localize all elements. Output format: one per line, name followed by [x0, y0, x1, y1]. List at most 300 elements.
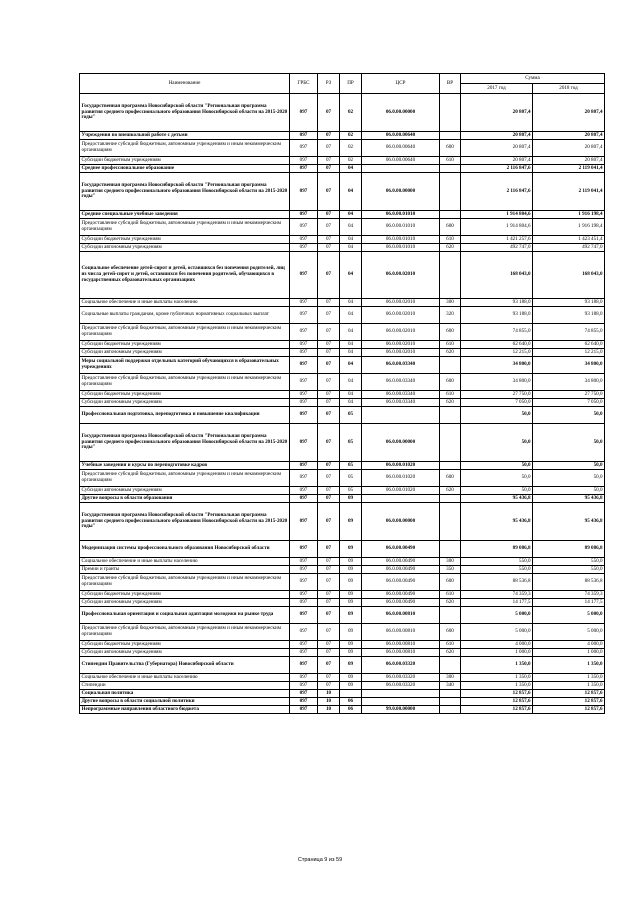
row-rz: 10: [318, 706, 340, 714]
row-sum-2018: 12 857,6: [533, 690, 605, 698]
row-name: Государственная программа Новосибирской области "Региональная программа развития среднего профессионального образования Новосибирской области на 2015-2020 годы": [80, 173, 290, 211]
row-csr: 06.0.00.00810: [362, 624, 440, 641]
row-pr: 09: [340, 607, 362, 624]
row-csr: 06.0.00.00810: [362, 641, 440, 649]
row-grbs: 097: [290, 324, 318, 341]
row-vr: 600: [440, 470, 461, 487]
row-sum-2018: 1 916 198,4: [533, 211, 605, 219]
row-name: Субсидии автономным учреждениям: [80, 349, 290, 357]
row-pr: 09: [340, 495, 362, 503]
row-vr: [440, 503, 461, 541]
row-csr: 06.0.00.02010: [362, 341, 440, 349]
row-pr: 09: [340, 657, 362, 674]
row-sum-2017: 1 350,0: [461, 657, 533, 674]
row-grbs: 097: [290, 503, 318, 541]
row-sum-2018: 14 177,5: [533, 599, 605, 607]
row-sum-2017: 14 177,5: [461, 599, 533, 607]
row-vr: 600: [440, 574, 461, 591]
row-rz: 07: [318, 503, 340, 541]
header-pr: ПР: [340, 74, 362, 94]
table-row: [80, 211, 605, 219]
table-row: [80, 391, 605, 399]
row-pr: 02: [340, 132, 362, 140]
row-rz: 07: [318, 591, 340, 599]
row-pr: 09: [340, 541, 362, 558]
row-name: Предоставление субсидий бюджетным, автономным учреждениям и иным некоммерческим организациям: [80, 624, 290, 641]
row-rz: 07: [318, 341, 340, 349]
row-name: Стипендии: [80, 682, 290, 690]
row-csr: 06.0.00.03340: [362, 391, 440, 399]
row-vr: [440, 690, 461, 698]
table-row: [80, 495, 605, 503]
row-pr: 04: [340, 349, 362, 357]
row-sum-2018: 20 807,4: [533, 157, 605, 165]
row-vr: 610: [440, 341, 461, 349]
row-pr: 04: [340, 391, 362, 399]
row-pr: 09: [340, 641, 362, 649]
row-sum-2017: 2 116 847,6: [461, 173, 533, 211]
row-csr: 06.0.00.01020: [362, 462, 440, 470]
row-vr: [440, 132, 461, 140]
row-vr: 600: [440, 324, 461, 341]
row-sum-2017: 2 116 847,6: [461, 165, 533, 173]
table-body: [80, 94, 605, 714]
row-name: Профессиональная ориентация и социальная адаптация молодежи на рынке труда: [80, 607, 290, 624]
row-pr: 05: [340, 487, 362, 495]
row-sum-2018: 4 000,0: [533, 641, 605, 649]
row-sum-2018: 50,0: [533, 470, 605, 487]
row-vr: [440, 495, 461, 503]
row-csr: 06.0.00.00640: [362, 132, 440, 140]
table-row: [80, 674, 605, 682]
row-name: Субсидии автономным учреждениям: [80, 244, 290, 252]
row-vr: 340: [440, 682, 461, 690]
row-csr: 06.0.00.03340: [362, 399, 440, 407]
row-sum-2018: 50,0: [533, 462, 605, 470]
row-rz: 07: [318, 495, 340, 503]
row-csr: 06.0.00.00640: [362, 157, 440, 165]
row-vr: [440, 173, 461, 211]
row-sum-2017: 50,0: [461, 462, 533, 470]
table-row: [80, 341, 605, 349]
row-rz: 07: [318, 140, 340, 157]
row-rz: 07: [318, 574, 340, 591]
table-header: [80, 74, 605, 94]
row-vr: [440, 424, 461, 462]
row-sum-2018: 95 436,8: [533, 495, 605, 503]
row-grbs: 097: [290, 558, 318, 566]
row-vr: 610: [440, 391, 461, 399]
row-sum-2018: 20 807,4: [533, 140, 605, 157]
row-rz: 07: [318, 470, 340, 487]
row-name: Предоставление субсидий бюджетным, автономным учреждениям и иным некоммерческим организациям: [80, 219, 290, 236]
table-row: [80, 244, 605, 252]
row-pr: 04: [340, 399, 362, 407]
row-rz: 07: [318, 566, 340, 574]
row-sum-2018: 168 043,0: [533, 252, 605, 299]
row-rz: 07: [318, 211, 340, 219]
row-vr: [440, 211, 461, 219]
table-row: [80, 407, 605, 424]
row-sum-2017: 1 350,0: [461, 674, 533, 682]
row-pr: 04: [340, 252, 362, 299]
table-row: [80, 299, 605, 307]
row-grbs: 097: [290, 349, 318, 357]
row-grbs: 097: [290, 607, 318, 624]
table-row: [80, 252, 605, 299]
row-sum-2017: 550,0: [461, 566, 533, 574]
row-sum-2017: 1 421 257,6: [461, 236, 533, 244]
table-row: [80, 424, 605, 462]
row-pr: 05: [340, 462, 362, 470]
row-rz: 07: [318, 236, 340, 244]
row-pr: 09: [340, 674, 362, 682]
row-sum-2017: 12 215,0: [461, 349, 533, 357]
row-rz: 07: [318, 599, 340, 607]
row-grbs: 097: [290, 674, 318, 682]
row-grbs: 097: [290, 495, 318, 503]
row-pr: 09: [340, 591, 362, 599]
row-sum-2017: 74 359,3: [461, 591, 533, 599]
row-vr: 620: [440, 244, 461, 252]
table-row: [80, 558, 605, 566]
row-grbs: 097: [290, 470, 318, 487]
row-sum-2018: 550,0: [533, 566, 605, 574]
row-name: Непрограммные направления областного бюджета: [80, 706, 290, 714]
row-sum-2017: 50,0: [461, 487, 533, 495]
row-grbs: 097: [290, 649, 318, 657]
table-row: [80, 698, 605, 706]
row-vr: [440, 607, 461, 624]
row-grbs: 097: [290, 165, 318, 173]
table-row: [80, 374, 605, 391]
row-name: Государственная программа Новосибирской области "Региональная программа развития среднего профессионального образования Новосибирской области на 2015-2020 годы": [80, 503, 290, 541]
row-sum-2017: 1 914 804,6: [461, 211, 533, 219]
row-rz: 07: [318, 682, 340, 690]
row-rz: 07: [318, 657, 340, 674]
row-rz: 10: [318, 698, 340, 706]
row-name: Средние специальные учебные заведения: [80, 211, 290, 219]
row-grbs: 097: [290, 641, 318, 649]
row-grbs: 097: [290, 566, 318, 574]
table-row: [80, 132, 605, 140]
row-pr: 09: [340, 558, 362, 566]
row-pr: 09: [340, 649, 362, 657]
row-sum-2018: 5 000,0: [533, 607, 605, 624]
row-sum-2017: 20 807,4: [461, 94, 533, 132]
row-grbs: 097: [290, 307, 318, 324]
table-row: [80, 574, 605, 591]
row-grbs: 097: [290, 690, 318, 698]
row-name: Предоставление субсидий бюджетным, автономным учреждениям и иным некоммерческим организациям: [80, 470, 290, 487]
row-grbs: 097: [290, 244, 318, 252]
table-row: [80, 324, 605, 341]
row-sum-2017: 62 640,0: [461, 341, 533, 349]
page-footer: Страница 9 из 59: [297, 857, 343, 863]
row-sum-2017: 20 807,4: [461, 140, 533, 157]
row-csr: 06.0.00.01010: [362, 236, 440, 244]
table-row: [80, 599, 605, 607]
table-row: [80, 503, 605, 541]
row-vr: 300: [440, 299, 461, 307]
row-vr: [440, 357, 461, 374]
row-sum-2018: 27 750,0: [533, 391, 605, 399]
row-sum-2017: 1 914 804,6: [461, 219, 533, 236]
row-grbs: 097: [290, 252, 318, 299]
row-vr: 600: [440, 140, 461, 157]
row-rz: 07: [318, 299, 340, 307]
row-grbs: 097: [290, 698, 318, 706]
row-grbs: 097: [290, 682, 318, 690]
row-pr: 06: [340, 706, 362, 714]
row-csr: 06.0.00.03320: [362, 682, 440, 690]
row-vr: 320: [440, 307, 461, 324]
row-sum-2018: 74 359,3: [533, 591, 605, 599]
table-row: [80, 566, 605, 574]
row-vr: 610: [440, 641, 461, 649]
row-rz: 07: [318, 307, 340, 324]
row-name: Субсидии автономным учреждениям: [80, 487, 290, 495]
row-csr: [362, 698, 440, 706]
row-pr: 09: [340, 503, 362, 541]
table-row: [80, 173, 605, 211]
row-sum-2018: 50,0: [533, 424, 605, 462]
row-vr: [440, 94, 461, 132]
row-csr: 06.0.00.01020: [362, 487, 440, 495]
table-row: [80, 349, 605, 357]
table-row: [80, 657, 605, 674]
row-csr: 06.0.00.02010: [362, 299, 440, 307]
row-sum-2017: 12 857,6: [461, 690, 533, 698]
row-sum-2018: 1 916 198,4: [533, 219, 605, 236]
row-csr: 06.0.00.00810: [362, 607, 440, 624]
row-csr: 06.0.00.00490: [362, 591, 440, 599]
table-row: [80, 165, 605, 173]
row-csr: [362, 690, 440, 698]
row-grbs: 097: [290, 236, 318, 244]
row-sum-2017: 34 800,0: [461, 374, 533, 391]
row-sum-2018: 2 119 041,4: [533, 173, 605, 211]
row-csr: 06.0.00.03320: [362, 657, 440, 674]
row-grbs: 097: [290, 657, 318, 674]
table-row: [80, 607, 605, 624]
row-name: Социальное обеспечение детей-сирот и детей, оставшихся без попечения родителей, лиц из числа детей-сирот и детей, оставшихся без попечения родителей, обучающихся в государственных образовательных организациях: [80, 252, 290, 299]
header-2018: 2018 год: [533, 84, 605, 94]
row-sum-2017: 93 188,0: [461, 307, 533, 324]
row-rz: 07: [318, 357, 340, 374]
row-sum-2018: 1 423 451,4: [533, 236, 605, 244]
row-name: Премии и гранты: [80, 566, 290, 574]
row-name: Субсидии бюджетным учреждениям: [80, 236, 290, 244]
row-pr: 04: [340, 173, 362, 211]
row-name: Субсидии бюджетным учреждениям: [80, 157, 290, 165]
row-pr: 04: [340, 374, 362, 391]
row-pr: 09: [340, 574, 362, 591]
row-pr: 02: [340, 140, 362, 157]
row-name: Социальные выплаты гражданам, кроме публичных нормативных социальных выплат: [80, 307, 290, 324]
row-csr: 06.0.00.02010: [362, 324, 440, 341]
table-row: [80, 470, 605, 487]
row-vr: 610: [440, 236, 461, 244]
row-pr: 02: [340, 157, 362, 165]
table-row: [80, 487, 605, 495]
row-name: Субсидии бюджетным учреждениям: [80, 391, 290, 399]
row-rz: 07: [318, 324, 340, 341]
row-sum-2018: 12 857,6: [533, 698, 605, 706]
row-name: Учебные заведения и курсы по переподготовке кадров: [80, 462, 290, 470]
table-row: [80, 649, 605, 657]
row-vr: [440, 252, 461, 299]
row-rz: 07: [318, 487, 340, 495]
row-sum-2017: 50,0: [461, 407, 533, 424]
row-rz: 07: [318, 541, 340, 558]
row-grbs: 097: [290, 299, 318, 307]
row-name: Предоставление субсидий бюджетным, автономным учреждениям и иным некоммерческим организациям: [80, 140, 290, 157]
row-grbs: 097: [290, 462, 318, 470]
row-pr: 09: [340, 566, 362, 574]
row-rz: 07: [318, 624, 340, 641]
row-sum-2018: 93 188,0: [533, 299, 605, 307]
row-csr: 06.0.00.03320: [362, 674, 440, 682]
row-pr: 04: [340, 165, 362, 173]
row-pr: 04: [340, 244, 362, 252]
row-sum-2017: 550,0: [461, 558, 533, 566]
row-pr: 04: [340, 236, 362, 244]
row-sum-2017: 50,0: [461, 470, 533, 487]
row-grbs: 097: [290, 94, 318, 132]
row-rz: 07: [318, 157, 340, 165]
budget-table: [79, 73, 605, 714]
row-sum-2017: 7 050,0: [461, 399, 533, 407]
row-vr: 350: [440, 566, 461, 574]
header-grbs: ГРБС: [290, 74, 318, 94]
table-row: [80, 307, 605, 324]
row-rz: 07: [318, 462, 340, 470]
row-grbs: 097: [290, 591, 318, 599]
table-row: [80, 219, 605, 236]
table-row: [80, 591, 605, 599]
row-name: Предоставление субсидий бюджетным, автономным учреждениям и иным некоммерческим организациям: [80, 374, 290, 391]
row-sum-2018: 1 350,0: [533, 657, 605, 674]
row-name: Субсидии автономным учреждениям: [80, 399, 290, 407]
row-csr: [362, 165, 440, 173]
row-sum-2017: 95 436,8: [461, 495, 533, 503]
row-csr: 06.0.00.03340: [362, 357, 440, 374]
row-sum-2018: 20 807,4: [533, 132, 605, 140]
row-vr: 300: [440, 558, 461, 566]
row-csr: 06.0.00.01020: [362, 470, 440, 487]
row-sum-2018: 12 857,6: [533, 706, 605, 714]
row-sum-2018: 93 188,0: [533, 307, 605, 324]
row-rz: 07: [318, 641, 340, 649]
row-vr: 620: [440, 649, 461, 657]
row-vr: 610: [440, 157, 461, 165]
row-sum-2017: 50,0: [461, 424, 533, 462]
row-pr: 02: [340, 94, 362, 132]
table-row: [80, 462, 605, 470]
row-grbs: 097: [290, 399, 318, 407]
table-row: [80, 682, 605, 690]
row-sum-2017: 95 436,8: [461, 503, 533, 541]
row-grbs: 097: [290, 424, 318, 462]
table-row: [80, 624, 605, 641]
row-rz: 10: [318, 690, 340, 698]
row-csr: 06.0.00.00640: [362, 140, 440, 157]
header-rz: РЗ: [318, 74, 340, 94]
row-sum-2017: 168 043,0: [461, 252, 533, 299]
row-csr: 06.0.00.01010: [362, 244, 440, 252]
row-sum-2018: 7 050,0: [533, 399, 605, 407]
row-pr: 09: [340, 624, 362, 641]
row-csr: 06.0.00.03340: [362, 374, 440, 391]
row-name: Учреждения по внешкольной работе с детьми: [80, 132, 290, 140]
row-sum-2017: 492 747,0: [461, 244, 533, 252]
row-grbs: 097: [290, 211, 318, 219]
row-grbs: 097: [290, 157, 318, 165]
row-name: Субсидии бюджетным учреждениям: [80, 641, 290, 649]
table-row: [80, 399, 605, 407]
row-pr: 04: [340, 324, 362, 341]
header-sum: Сумма: [461, 74, 605, 84]
row-name: Социальное обеспечение и иные выплаты населению: [80, 299, 290, 307]
table-row: [80, 357, 605, 374]
row-vr: 600: [440, 219, 461, 236]
row-name: Предоставление субсидий бюджетным, автономным учреждениям и иным некоммерческим организациям: [80, 324, 290, 341]
row-csr: 06.0.00.00000: [362, 424, 440, 462]
row-vr: [440, 462, 461, 470]
row-grbs: 097: [290, 574, 318, 591]
row-name: Субсидии автономным учреждениям: [80, 599, 290, 607]
row-sum-2017: 74 855,0: [461, 324, 533, 341]
row-rz: 07: [318, 165, 340, 173]
row-sum-2017: 12 857,6: [461, 706, 533, 714]
table-row: [80, 706, 605, 714]
row-vr: [440, 541, 461, 558]
row-vr: [440, 706, 461, 714]
row-csr: 06.0.00.00490: [362, 566, 440, 574]
row-grbs: 097: [290, 219, 318, 236]
row-rz: 07: [318, 94, 340, 132]
row-grbs: 097: [290, 407, 318, 424]
row-csr: 06.0.00.01010: [362, 219, 440, 236]
header-vr: ВР: [440, 74, 461, 94]
row-name: Субсидии автономным учреждениям: [80, 649, 290, 657]
header-2017: 2017 год: [461, 84, 533, 94]
row-sum-2018: 88 536,8: [533, 574, 605, 591]
row-sum-2018: 550,0: [533, 558, 605, 566]
row-sum-2018: 1 350,0: [533, 674, 605, 682]
row-sum-2018: 62 640,0: [533, 341, 605, 349]
table-row: [80, 140, 605, 157]
row-csr: 06.0.00.01010: [362, 211, 440, 219]
row-sum-2017: 12 857,6: [461, 698, 533, 706]
row-pr: 04: [340, 299, 362, 307]
row-sum-2018: 89 086,8: [533, 541, 605, 558]
row-vr: [440, 698, 461, 706]
table-row: [80, 236, 605, 244]
row-name: Другие вопросы в области образования: [80, 495, 290, 503]
table-row: [80, 641, 605, 649]
row-sum-2018: 12 215,0: [533, 349, 605, 357]
row-sum-2017: 1 350,0: [461, 682, 533, 690]
row-rz: 07: [318, 649, 340, 657]
row-grbs: 097: [290, 624, 318, 641]
row-vr: [440, 165, 461, 173]
row-sum-2018: 74 855,0: [533, 324, 605, 341]
row-sum-2018: 34 800,0: [533, 357, 605, 374]
row-csr: [362, 495, 440, 503]
row-csr: 06.0.00.00810: [362, 649, 440, 657]
